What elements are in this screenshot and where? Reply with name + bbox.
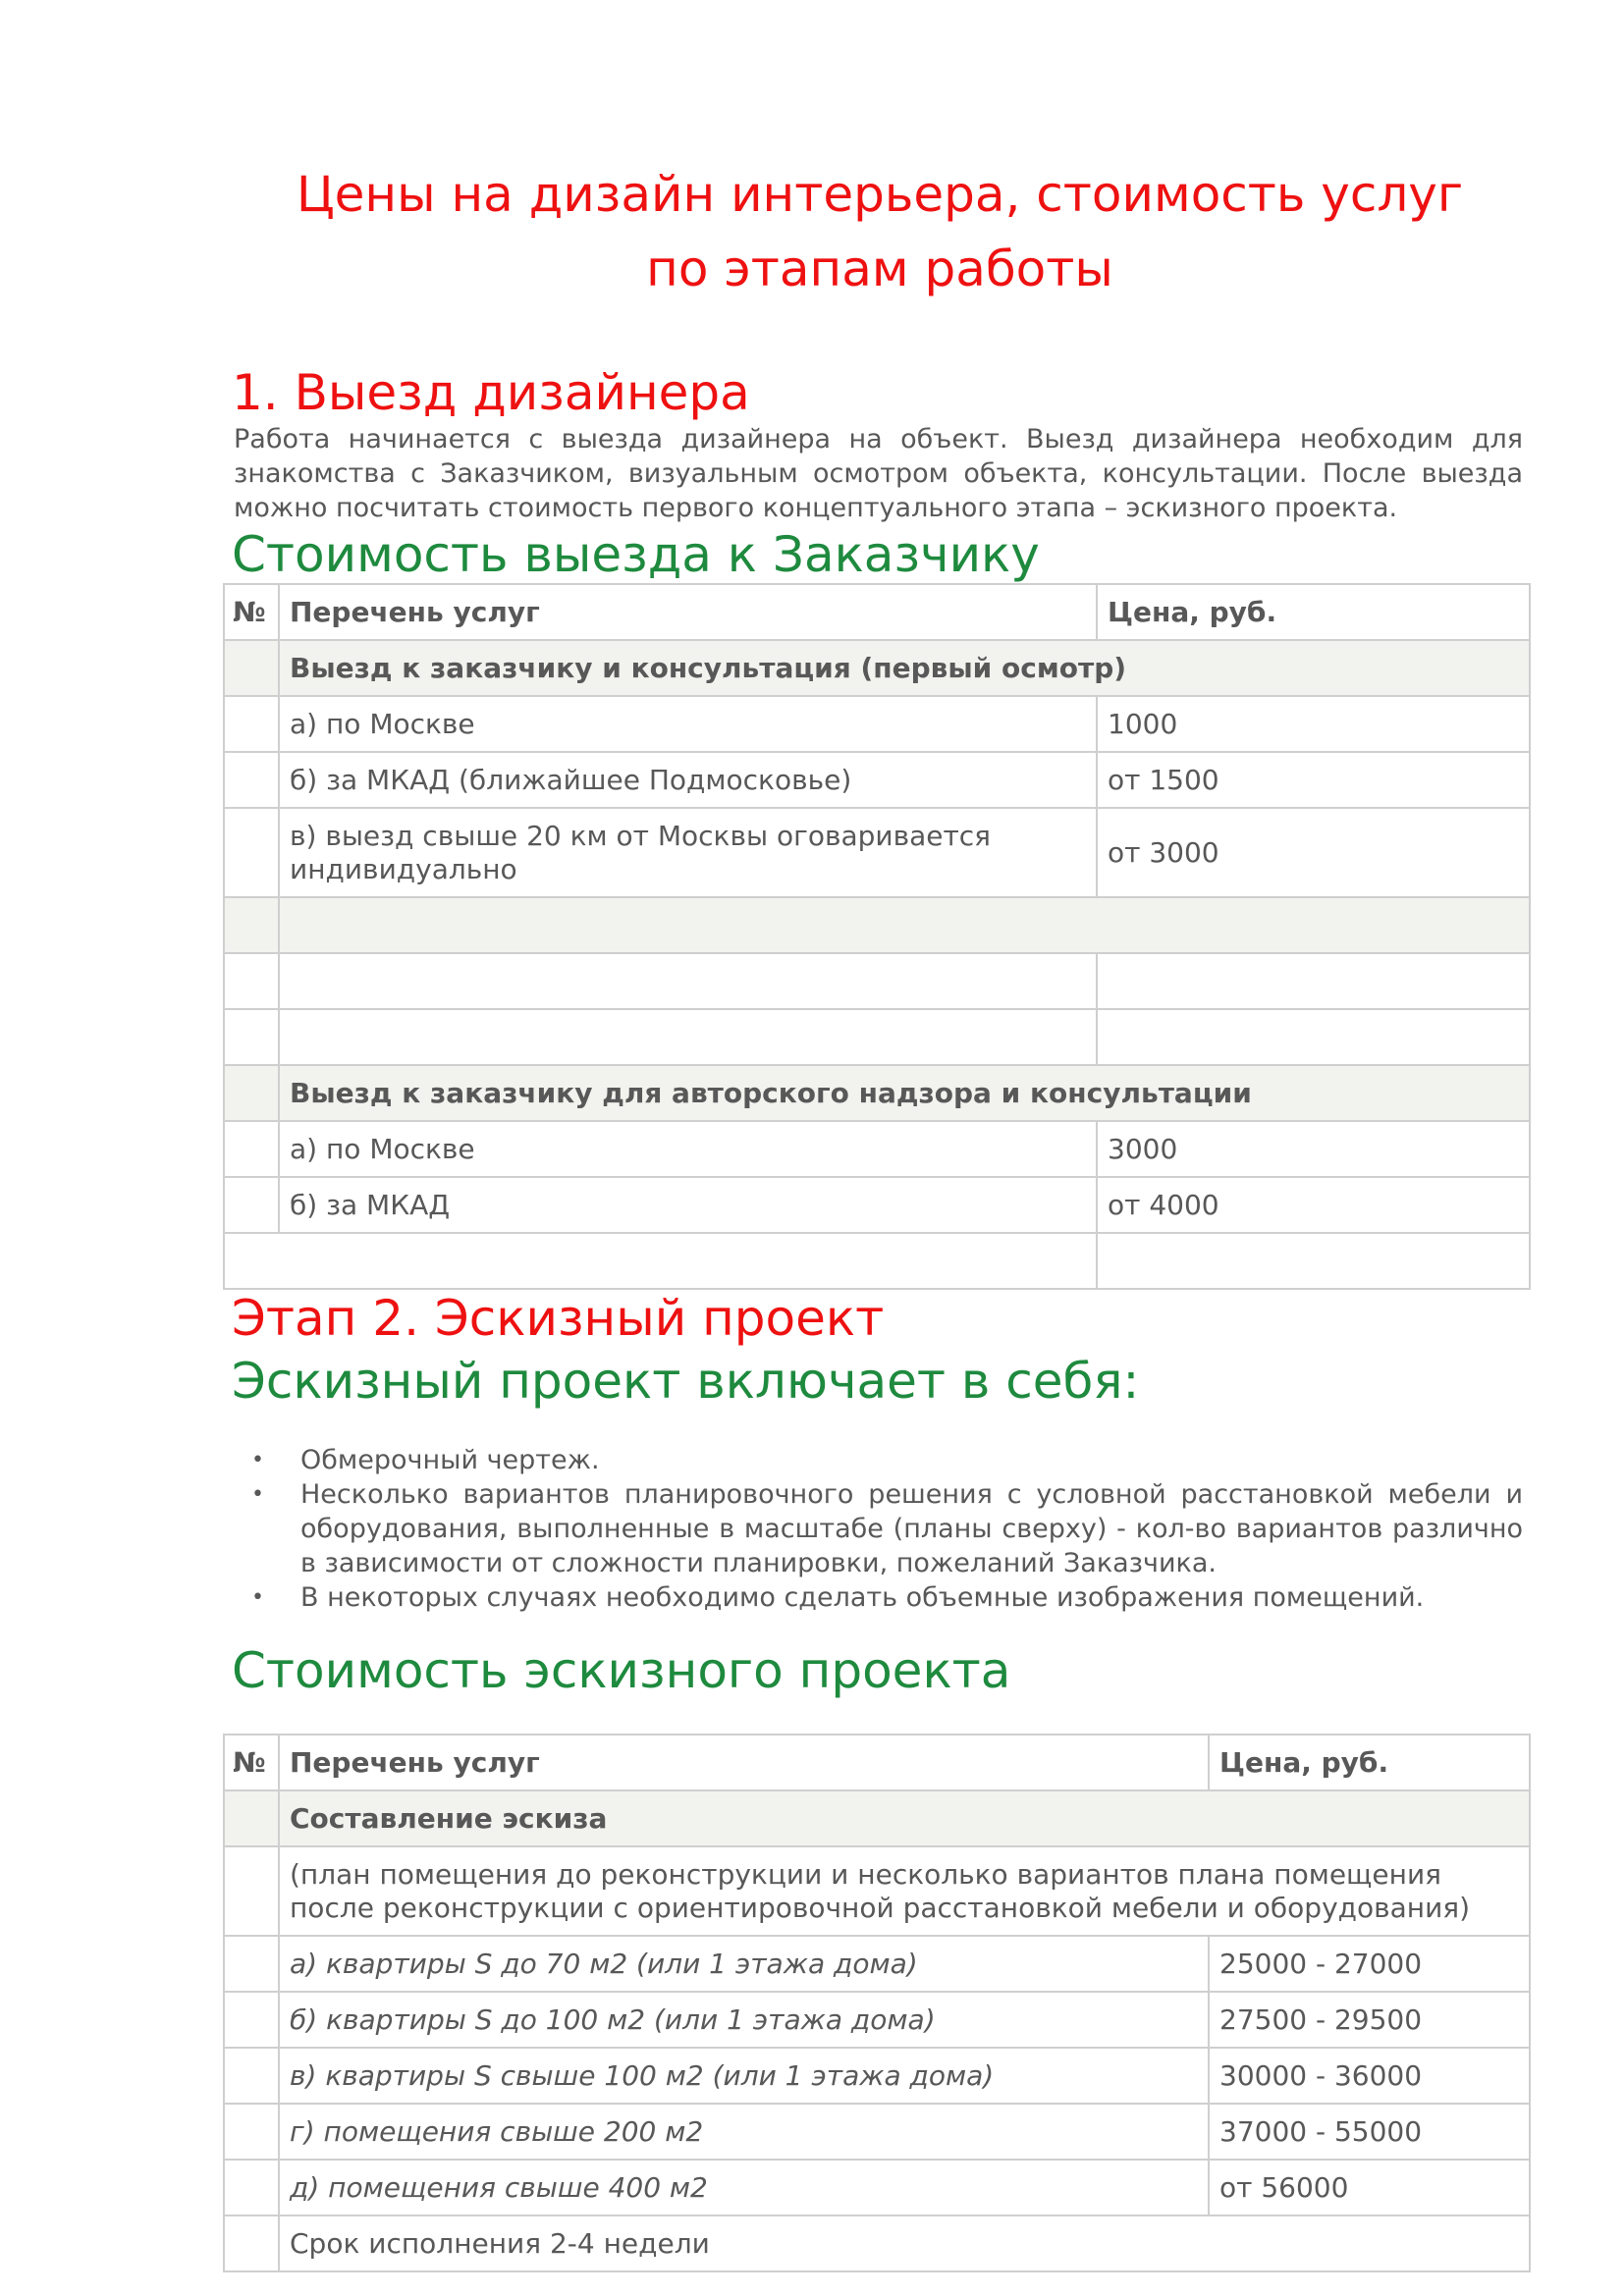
row-number-cell [224,2048,279,2104]
price-cell: 1000 [1097,696,1530,752]
bullet-icon: • [251,1585,264,1610]
table-header-row [224,1735,1530,1790]
sketch-includes-heading: Эскизный проект включает в себя: [232,1353,1140,1410]
header-number: № [224,1735,279,1790]
empty-cell [224,953,279,1009]
section1-paragraph: Работа начинается с выезда дизайнера на объект. Выезд дизайнера необходим для знакомства с Заказчиком, визуальным осмотром объекта, консультации. После выезда можно посчитать стоимость первого концептуального этапа – эскизного проекта. [234,424,1523,523]
empty-cell [224,1009,279,1065]
price-cell: 25000 - 27000 [1209,1936,1530,1992]
table-row [224,1992,1530,2048]
empty-cell [1097,1009,1530,1065]
visit-price-table [223,583,1531,1290]
price-cell: 3000 [1097,1121,1530,1177]
list-item-text: Несколько вариантов планировочного решения с условной расстановкой мебели и оборудования, выполненные в масштабе (планы сверху) - кол-во вариантов различно в зависимости от сложности планировки, пожеланий Заказчика. [300,1479,1523,1578]
list-item [234,1580,1523,1615]
table-row [224,808,1530,897]
table-row [224,2048,1530,2104]
price-cell: от 3000 [1097,808,1530,897]
table-row [224,1121,1530,1177]
row-number-cell [224,1936,279,1992]
term-row [224,2216,1530,2271]
empty-cell [279,953,1097,1009]
service-cell: г) помещения свыше 200 м2 [279,2104,1209,2160]
service-cell: а) квартиры S до 70 м2 (или 1 этажа дома) [279,1936,1209,1992]
price-cell: 27500 - 29500 [1209,1992,1530,2048]
row-number-cell [224,696,279,752]
bullet-icon: • [251,1448,264,1472]
empty-cell [279,1009,1097,1065]
section2-heading: Этап 2. Эскизный проект [232,1290,885,1347]
table-row [224,2160,1530,2216]
row-number-cell [224,752,279,808]
empty-cell [224,897,279,953]
term-cell: Срок исполнения 2-4 недели [279,2216,1530,2271]
section1-heading: 1. Выезд дизайнера [232,364,750,421]
service-cell: а) по Москве [279,696,1097,752]
service-cell: в) квартиры S свыше 100 м2 (или 1 этажа дома) [279,2048,1209,2104]
page-title [232,157,1528,306]
price-cell: от 56000 [1209,2160,1530,2216]
group-number-cell [224,640,279,696]
service-cell: б) за МКАД [279,1177,1097,1233]
header-number: № [224,584,279,640]
row-number-cell [224,2160,279,2216]
service-cell: б) квартиры S до 100 м2 (или 1 этажа дома) [279,1992,1209,2048]
sketch-price-table [223,1734,1531,2272]
row-number-cell [224,2104,279,2160]
empty-cell [1097,953,1530,1009]
header-service: Перечень услуг [279,584,1097,640]
header-price: Цена, руб. [1097,584,1530,640]
service-cell: в) выезд свыше 20 км от Москвы оговаривается индивидуально [279,808,1097,897]
price-cell: от 1500 [1097,752,1530,808]
empty-row [224,897,1530,953]
table-header-row [224,584,1530,640]
note-row [224,1846,1530,1936]
group-number-cell [224,1790,279,1846]
group-title: Выезд к заказчику для авторского надзора и консультации [279,1065,1530,1121]
empty-row [224,953,1530,1009]
service-cell: д) помещения свыше 400 м2 [279,2160,1209,2216]
group-number-cell [224,1065,279,1121]
visit-price-heading: Стоимость выезда к Заказчику [232,526,1040,583]
table-row [224,696,1530,752]
header-price: Цена, руб. [1209,1735,1530,1790]
group-row [224,640,1530,696]
group-row [224,1065,1530,1121]
sketch-price-heading: Стоимость эскизного проекта [232,1642,1011,1699]
row-number-cell [224,1846,279,1936]
price-cell: 30000 - 36000 [1209,2048,1530,2104]
table-row [224,1177,1530,1233]
list-item [234,1477,1523,1580]
service-cell: б) за МКАД (ближайшее Подмосковье) [279,752,1097,808]
note-cell: (план помещения до реконструкции и несколько вариантов плана помещения после реконструкции с ориентировочной расстановкой мебели и оборудования) [279,1846,1530,1936]
group-title: Составление эскиза [279,1790,1530,1846]
list-item-text: Обмерочный чертеж. [300,1445,600,1475]
row-number-cell [224,1992,279,2048]
empty-cell [1097,1233,1530,1289]
table-row [224,752,1530,808]
table-row [224,1936,1530,1992]
empty-cell [224,1233,1097,1289]
page-title-line1: Цены на дизайн интерьера, стоимость услуг [296,166,1464,223]
list-item-text: В некоторых случаях необходимо сделать объемные изображения помещений. [300,1582,1425,1613]
group-title: Выезд к заказчику и консультация (первый осмотр) [279,640,1530,696]
row-number-cell [224,1177,279,1233]
row-number-cell [224,1121,279,1177]
empty-row [224,1233,1530,1289]
empty-row [224,1009,1530,1065]
sketch-includes-list [234,1443,1523,1615]
list-item [234,1443,1523,1477]
bullet-icon: • [251,1482,264,1507]
price-cell: 37000 - 55000 [1209,2104,1530,2160]
price-cell: от 4000 [1097,1177,1530,1233]
header-service: Перечень услуг [279,1735,1209,1790]
group-row [224,1790,1530,1846]
empty-cell [279,897,1530,953]
page-title-line2: по этапам работы [646,240,1113,297]
row-number-cell [224,2216,279,2271]
service-cell: а) по Москве [279,1121,1097,1177]
row-number-cell [224,808,279,897]
table-row [224,2104,1530,2160]
